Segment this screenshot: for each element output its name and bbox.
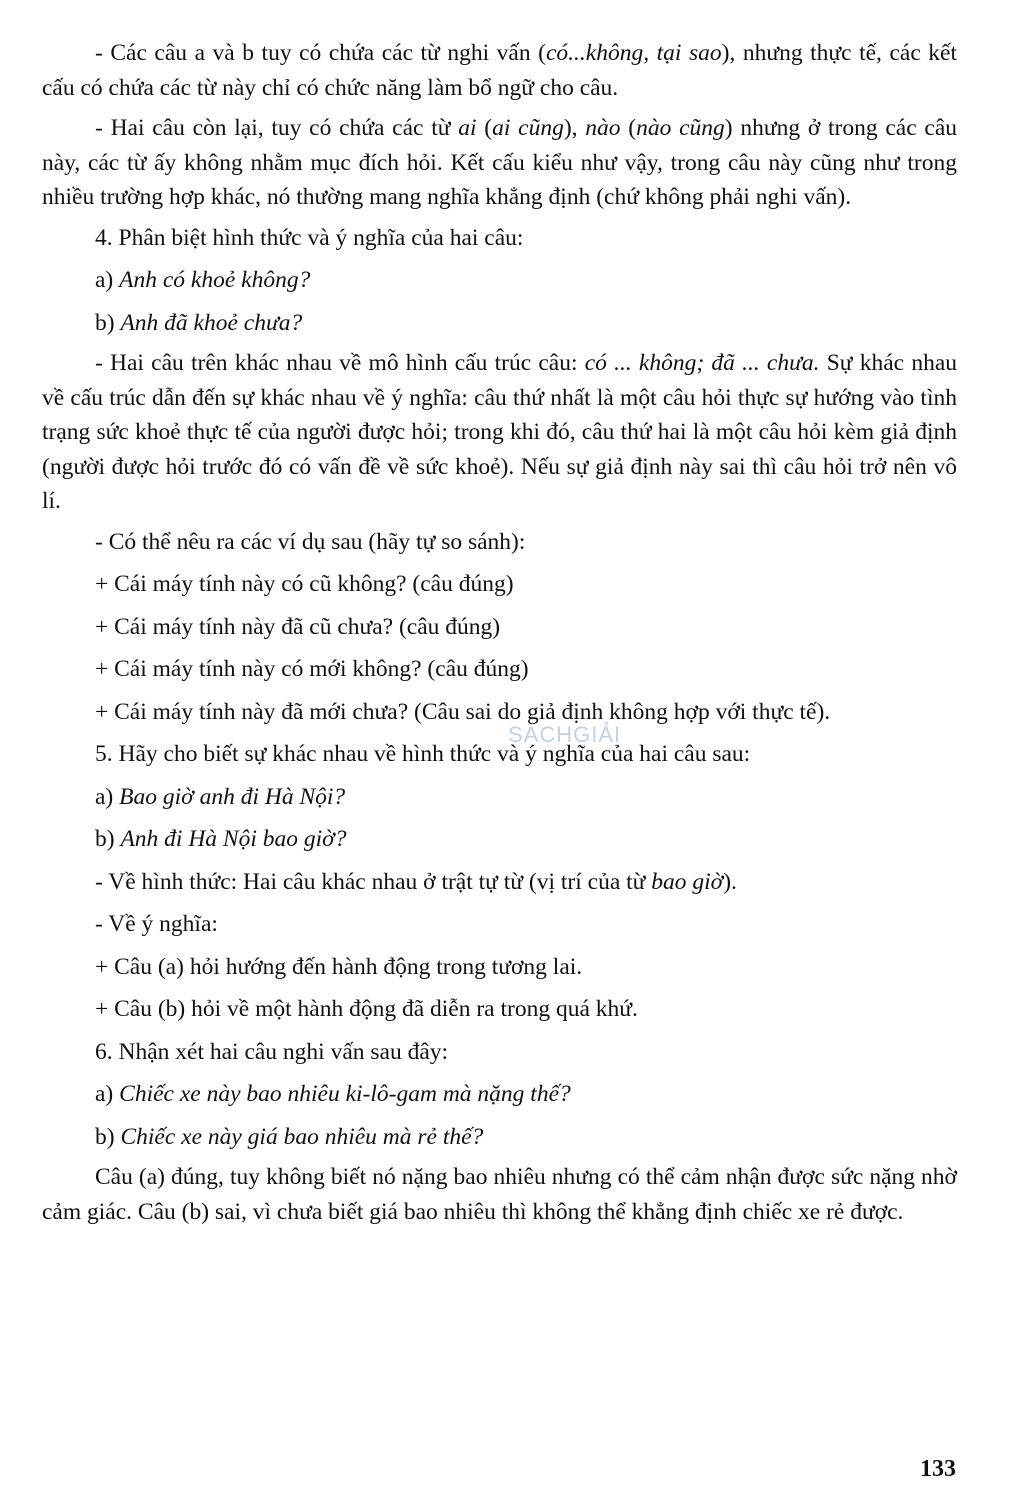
question-5-sentence-a: a) Bao giờ anh đi Hà Nội? xyxy=(95,783,346,810)
question-6-sentence-a: a) Chiếc xe này bao nhiêu ki-lô-gam mà nặng thế? xyxy=(95,1081,571,1107)
question-4-sentence-b: b) Anh đã khoẻ chưa? xyxy=(95,309,303,336)
paragraph-1: - Các câu a và b tuy có chứa các từ nghi vấn (có...không, tại sao), nhưng thực tế, các kết cấu có chứa các từ này chỉ có chức năng làm bổ ngữ cho câu. xyxy=(42,40,957,101)
paragraph-2: - Hai câu còn lại, tuy có chứa các từ ai (ai cũng), nào (nào cũng) nhưng ở trong các câu này, các từ ấy không nhằm mục đích hỏi. Kết cấu kiểu như vậy, trong câu này cũng như trong nhiều trường hợp khác, nó thường mang nghĩa khẳng định (chứ không phải nghi vấn). xyxy=(42,115,958,210)
paragraph-4: - Có thể nêu ra các ví dụ sau (hãy tự so sánh): xyxy=(95,528,526,555)
page-number: 133 xyxy=(920,1456,956,1482)
example-3: + Cái máy tính này có mới không? (câu đúng) xyxy=(95,656,529,682)
question-5-sentence-b: b) Anh đi Hà Nội bao giờ? xyxy=(95,826,347,852)
paragraph-3: - Hai câu trên khác nhau về mô hình cấu trúc câu: có ... không; đã ... chưa. Sự khác nhau về cấu trúc dẫn đến sự khác nhau về ý nghĩa: câu thứ nhất là một câu hỏi thực sự hướng vào tình trạng sức khoẻ thực tế của người được hỏi; trong khi đó, câu thứ hai là một câu hỏi kèm giả định (người được hỏi trước đó có vấn đề về sức khoẻ). Nếu sự giả định này sai thì câu hỏi trở nên vô lí. xyxy=(42,350,957,514)
page-content xyxy=(42,36,957,1229)
paragraph-8: + Câu (b) hỏi về một hành động đã diễn ra trong quá khứ. xyxy=(95,996,638,1022)
question-5: 5. Hãy cho biết sự khác nhau về hình thức và ý nghĩa của hai câu sau: xyxy=(95,741,751,767)
question-6: 6. Nhận xét hai câu nghi vấn sau đây: xyxy=(95,1038,449,1065)
paragraph-5: - Về hình thức: Hai câu khác nhau ở trật tự từ (vị trí của từ bao giờ). xyxy=(95,868,737,895)
example-1: + Cái máy tính này có cũ không? (câu đúng) xyxy=(95,571,514,597)
question-4-sentence-a: a) Anh có khoẻ không? xyxy=(95,267,311,293)
paragraph-9: Câu (a) đúng, tuy không biết nó nặng bao nhiêu nhưng có thể cảm nhận được sức nặng nhờ cảm giác. Câu (b) sai, vì chưa biết giá bao nhiêu thì không thể khẳng định chiếc xe rẻ được. xyxy=(42,1164,957,1225)
example-2: + Cái máy tính này đã cũ chưa? (câu đúng) xyxy=(95,613,501,640)
question-6-sentence-b: b) Chiếc xe này giá bao nhiêu mà rẻ thế? xyxy=(95,1123,484,1150)
paragraph-6: - Về ý nghĩa: xyxy=(95,911,218,937)
example-4: + Cái máy tính này đã mới chưa? (Câu sai do giả định không hợp với thực tế). xyxy=(95,698,831,725)
paragraph-7: + Câu (a) hỏi hướng đến hành động trong tương lai. xyxy=(95,953,583,980)
watermark-text: SÁCHGIẢI xyxy=(508,722,622,747)
question-4: 4. Phân biệt hình thức và ý nghĩa của hai câu: xyxy=(95,224,524,251)
